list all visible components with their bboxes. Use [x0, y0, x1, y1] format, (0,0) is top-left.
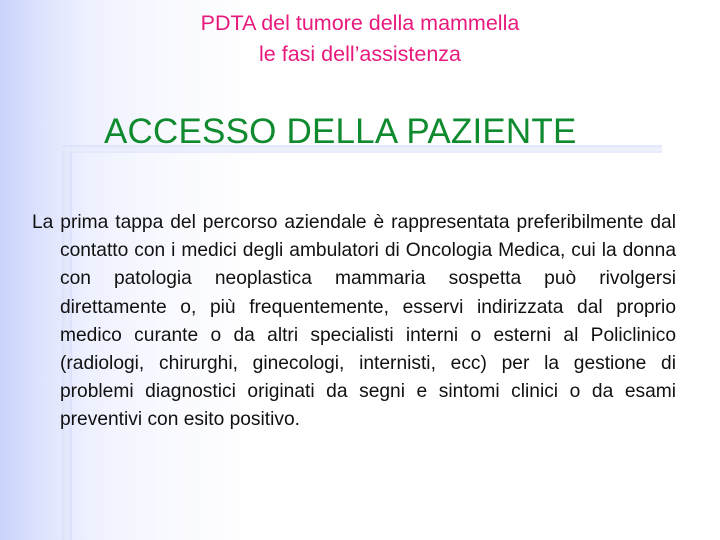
header-title [0, 8, 720, 70]
section-title: ACCESSO DELLA PAZIENTE [104, 112, 577, 151]
header-title-line-2: le fasi dell’assistenza [259, 42, 461, 66]
body-paragraph: La prima tappa del percorso aziendale è rappresentata preferibilmente dal contatto con i medici degli ambulatori di Oncologia Medica, cui la donna con patologia neoplastica mammaria sospetta può rivolgersi direttamente o, più frequentemente, esservi indirizzata dal proprio medico curante o da altri specialisti interni o esterni al Policlinico (radiologi, chirurghi, ginecologi, internisti, ecc) per la gestione di problemi diagnostici originati da segni e sintomi clinici o da esami preventivi con esito positivo. [32, 212, 676, 431]
header-title-line-1: PDTA del tumore della mammella [200, 11, 520, 35]
